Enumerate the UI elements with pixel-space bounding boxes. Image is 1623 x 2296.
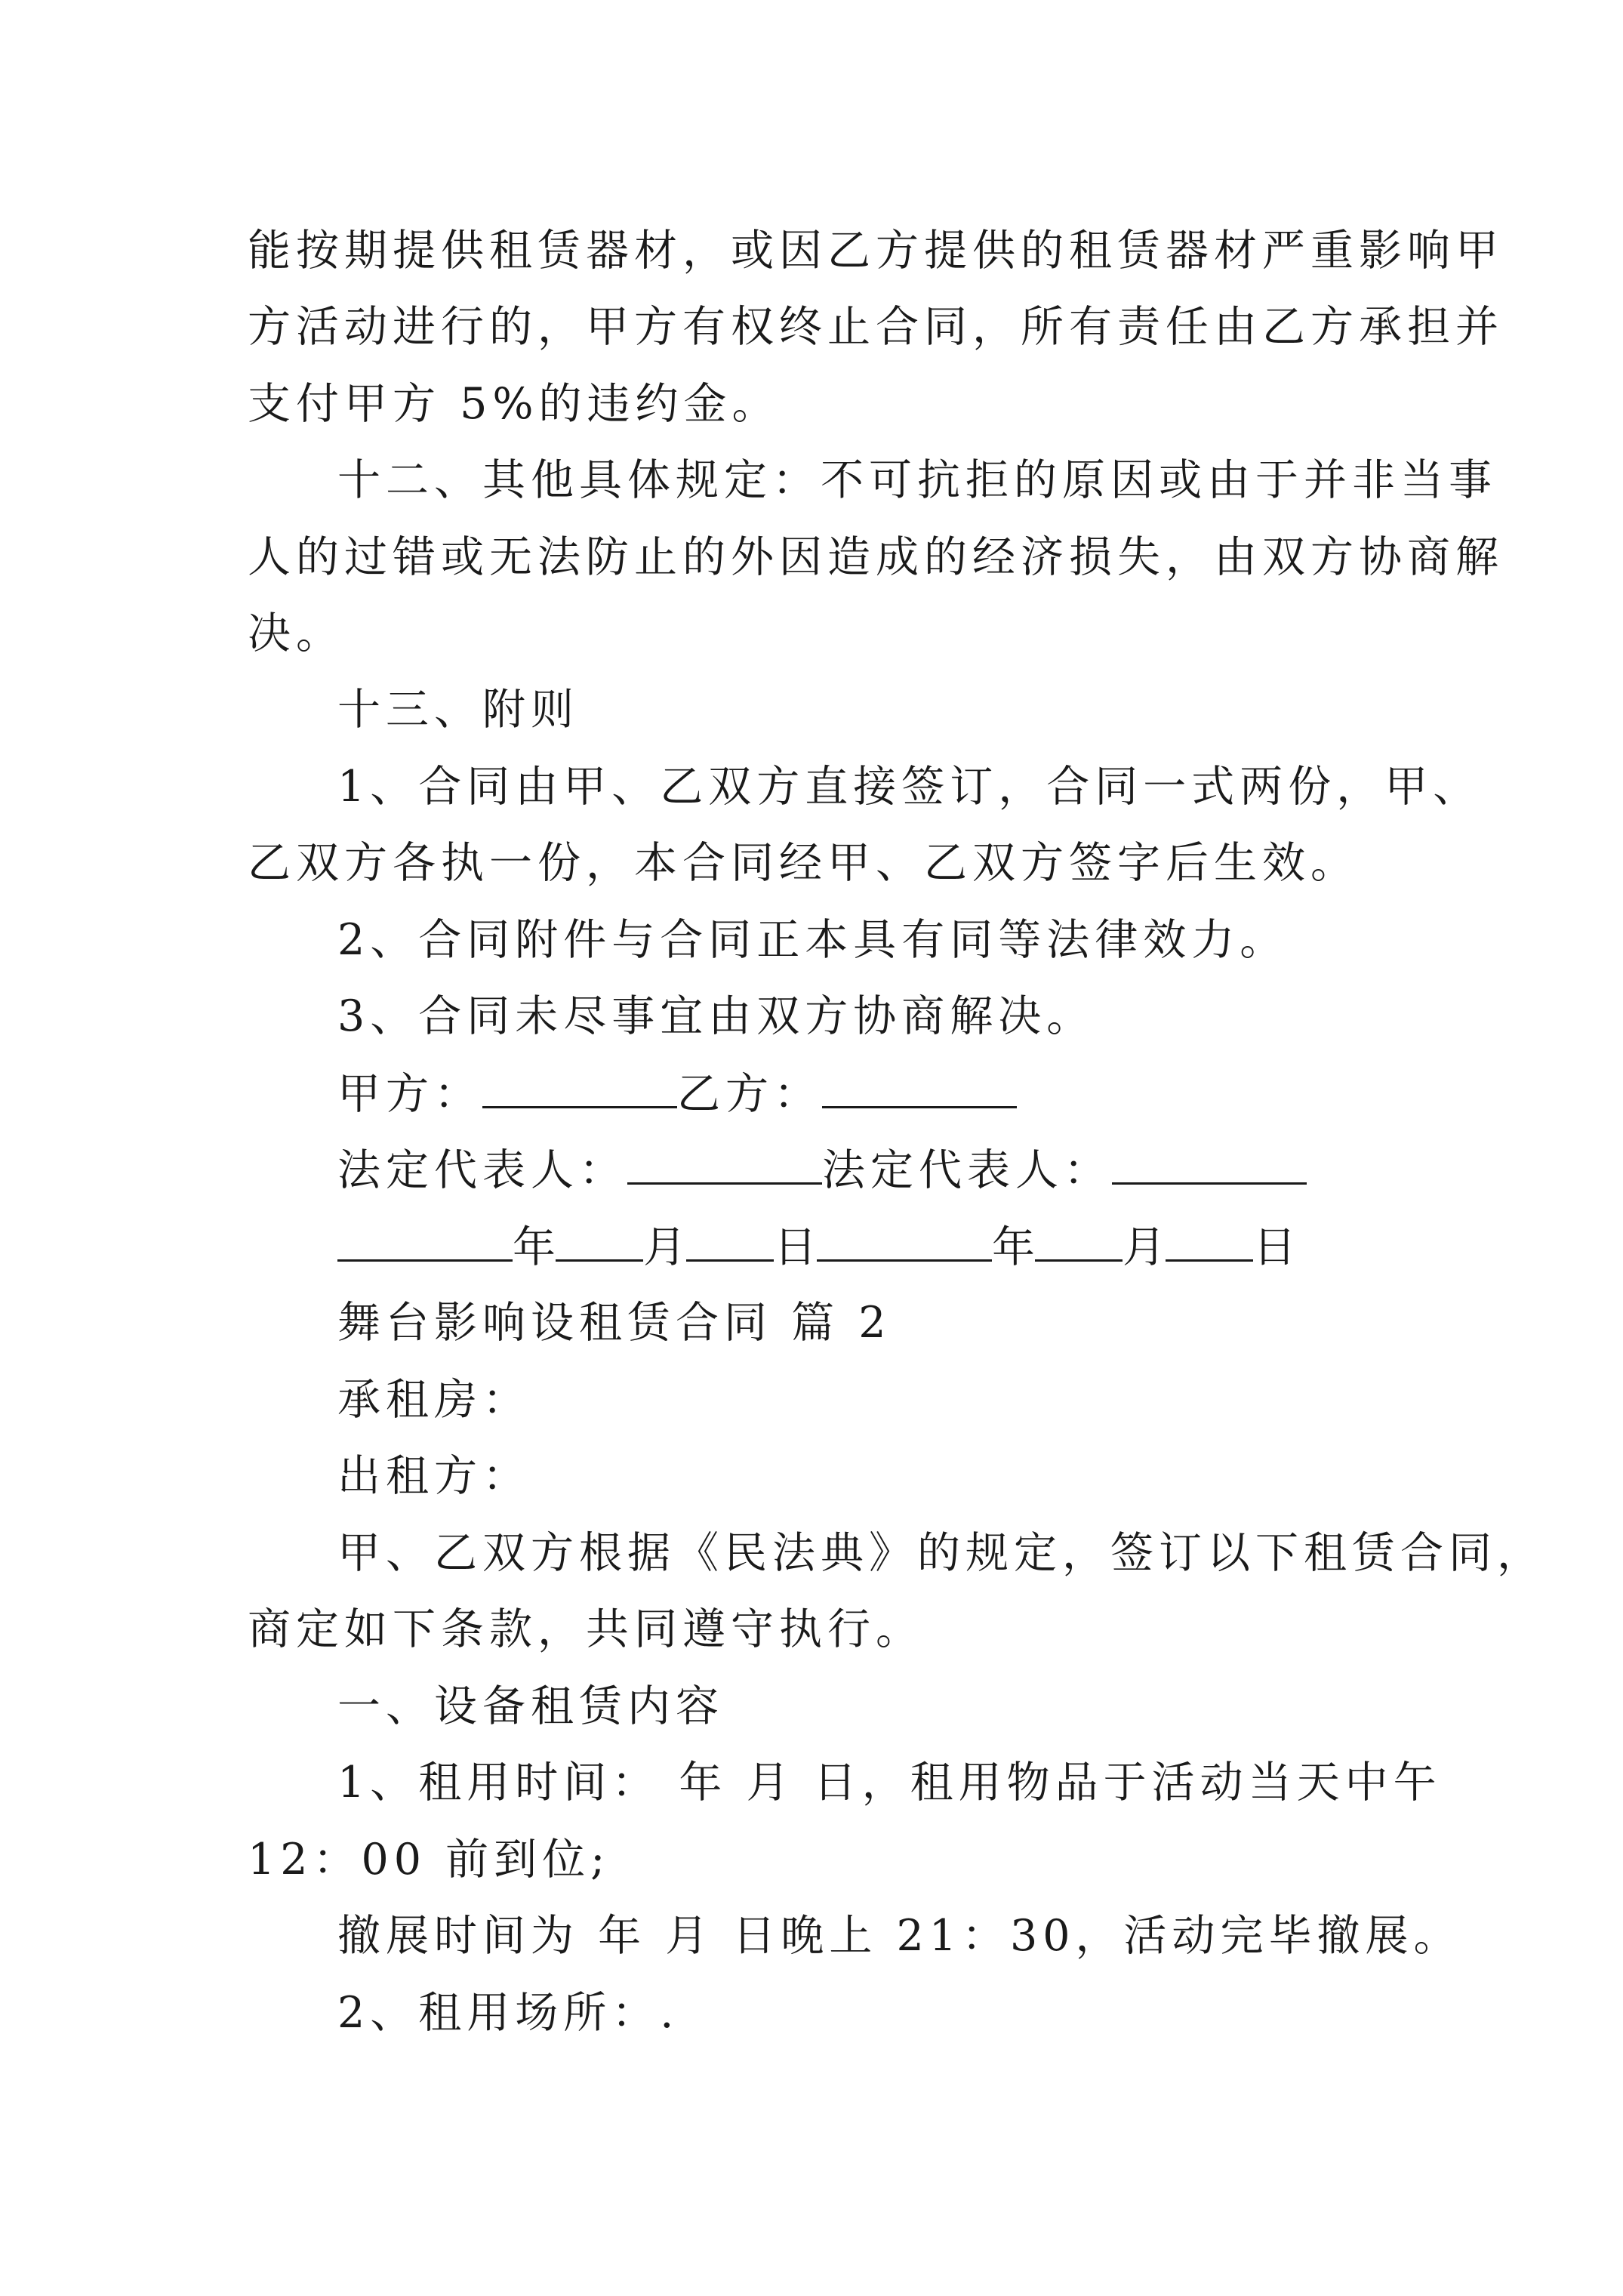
paragraph-line: 甲、乙双方根据《民法典》的规定，签订以下租赁合同，	[337, 1528, 1545, 1578]
day-label: 日	[1253, 1222, 1296, 1272]
date-blank	[1035, 1220, 1123, 1262]
clause-thirteen-heading: 十三、附则	[337, 685, 579, 735]
paragraph-line: 12：00 前到位;	[248, 1835, 611, 1885]
rep-a-blank	[627, 1143, 822, 1185]
lessor-label: 出租方：	[337, 1451, 531, 1501]
date-blank	[556, 1220, 643, 1262]
paragraph-line: 1、合同由甲、乙双方直接签订，合同一式两份，甲、	[337, 762, 1482, 812]
date-blank	[337, 1220, 513, 1262]
lessee-label: 承租房：	[337, 1375, 531, 1425]
month-label: 月	[643, 1222, 686, 1272]
paragraph-line: 1、租用时间： 年 月 日，租用物品于活动当天中午	[337, 1758, 1442, 1808]
paragraph-line: 2、租用场所：.	[337, 1988, 679, 2038]
party-b-label: 乙方：	[677, 1069, 822, 1119]
signature-date-line	[337, 1220, 1485, 1274]
date-blank	[817, 1220, 992, 1262]
section-title: 舞台影响设租赁合同 篇 2	[337, 1298, 892, 1348]
clause-one-heading: 一、设备租赁内容	[337, 1681, 724, 1731]
paragraph-line: 乙双方各执一份，本合同经甲、乙双方签字后生效。	[248, 838, 1359, 888]
date-blank	[1166, 1220, 1253, 1262]
paragraph-line: 能按期提供租赁器材，或因乙方提供的租赁器材严重影响甲	[248, 226, 1504, 276]
rep-a-label: 法定代表人：	[337, 1145, 627, 1195]
paragraph-line: 决。	[248, 609, 344, 658]
rep-b-blank	[1112, 1143, 1307, 1185]
paragraph-line: 商定如下条款，共同遵守执行。	[248, 1604, 924, 1654]
paragraph-line: 3、合同未尽事宜由双方协商解决。	[337, 991, 1095, 1041]
party-a-label: 甲方：	[337, 1069, 482, 1119]
clause-twelve-heading: 十二、其他具体规定：不可抗拒的原因或由于并非当事	[337, 455, 1497, 505]
month-label: 月	[1123, 1222, 1166, 1272]
day-label: 日	[774, 1222, 817, 1272]
year-label: 年	[513, 1222, 556, 1272]
paragraph-line: 人的过错或无法防止的外因造成的经济损失，由双方协商解	[248, 532, 1504, 582]
rep-b-label: 法定代表人：	[822, 1145, 1112, 1195]
party-b-blank	[822, 1067, 1017, 1108]
paragraph-line: 方活动进行的，甲方有权终止合同，所有责任由乙方承担并	[248, 302, 1504, 352]
year-label: 年	[992, 1222, 1035, 1272]
paragraph-line: 撤展时间为 年 月 日晚上 21：30，活动完毕撤展。	[337, 1911, 1462, 1961]
signature-reps-line	[337, 1143, 1485, 1197]
paragraph-line: 2、合同附件与合同正本具有同等法律效力。	[337, 915, 1289, 965]
paragraph-line: 支付甲方 5%的违约金。	[248, 379, 781, 429]
signature-parties-line	[337, 1067, 1485, 1120]
date-blank	[686, 1220, 774, 1262]
party-a-blank	[482, 1067, 677, 1108]
